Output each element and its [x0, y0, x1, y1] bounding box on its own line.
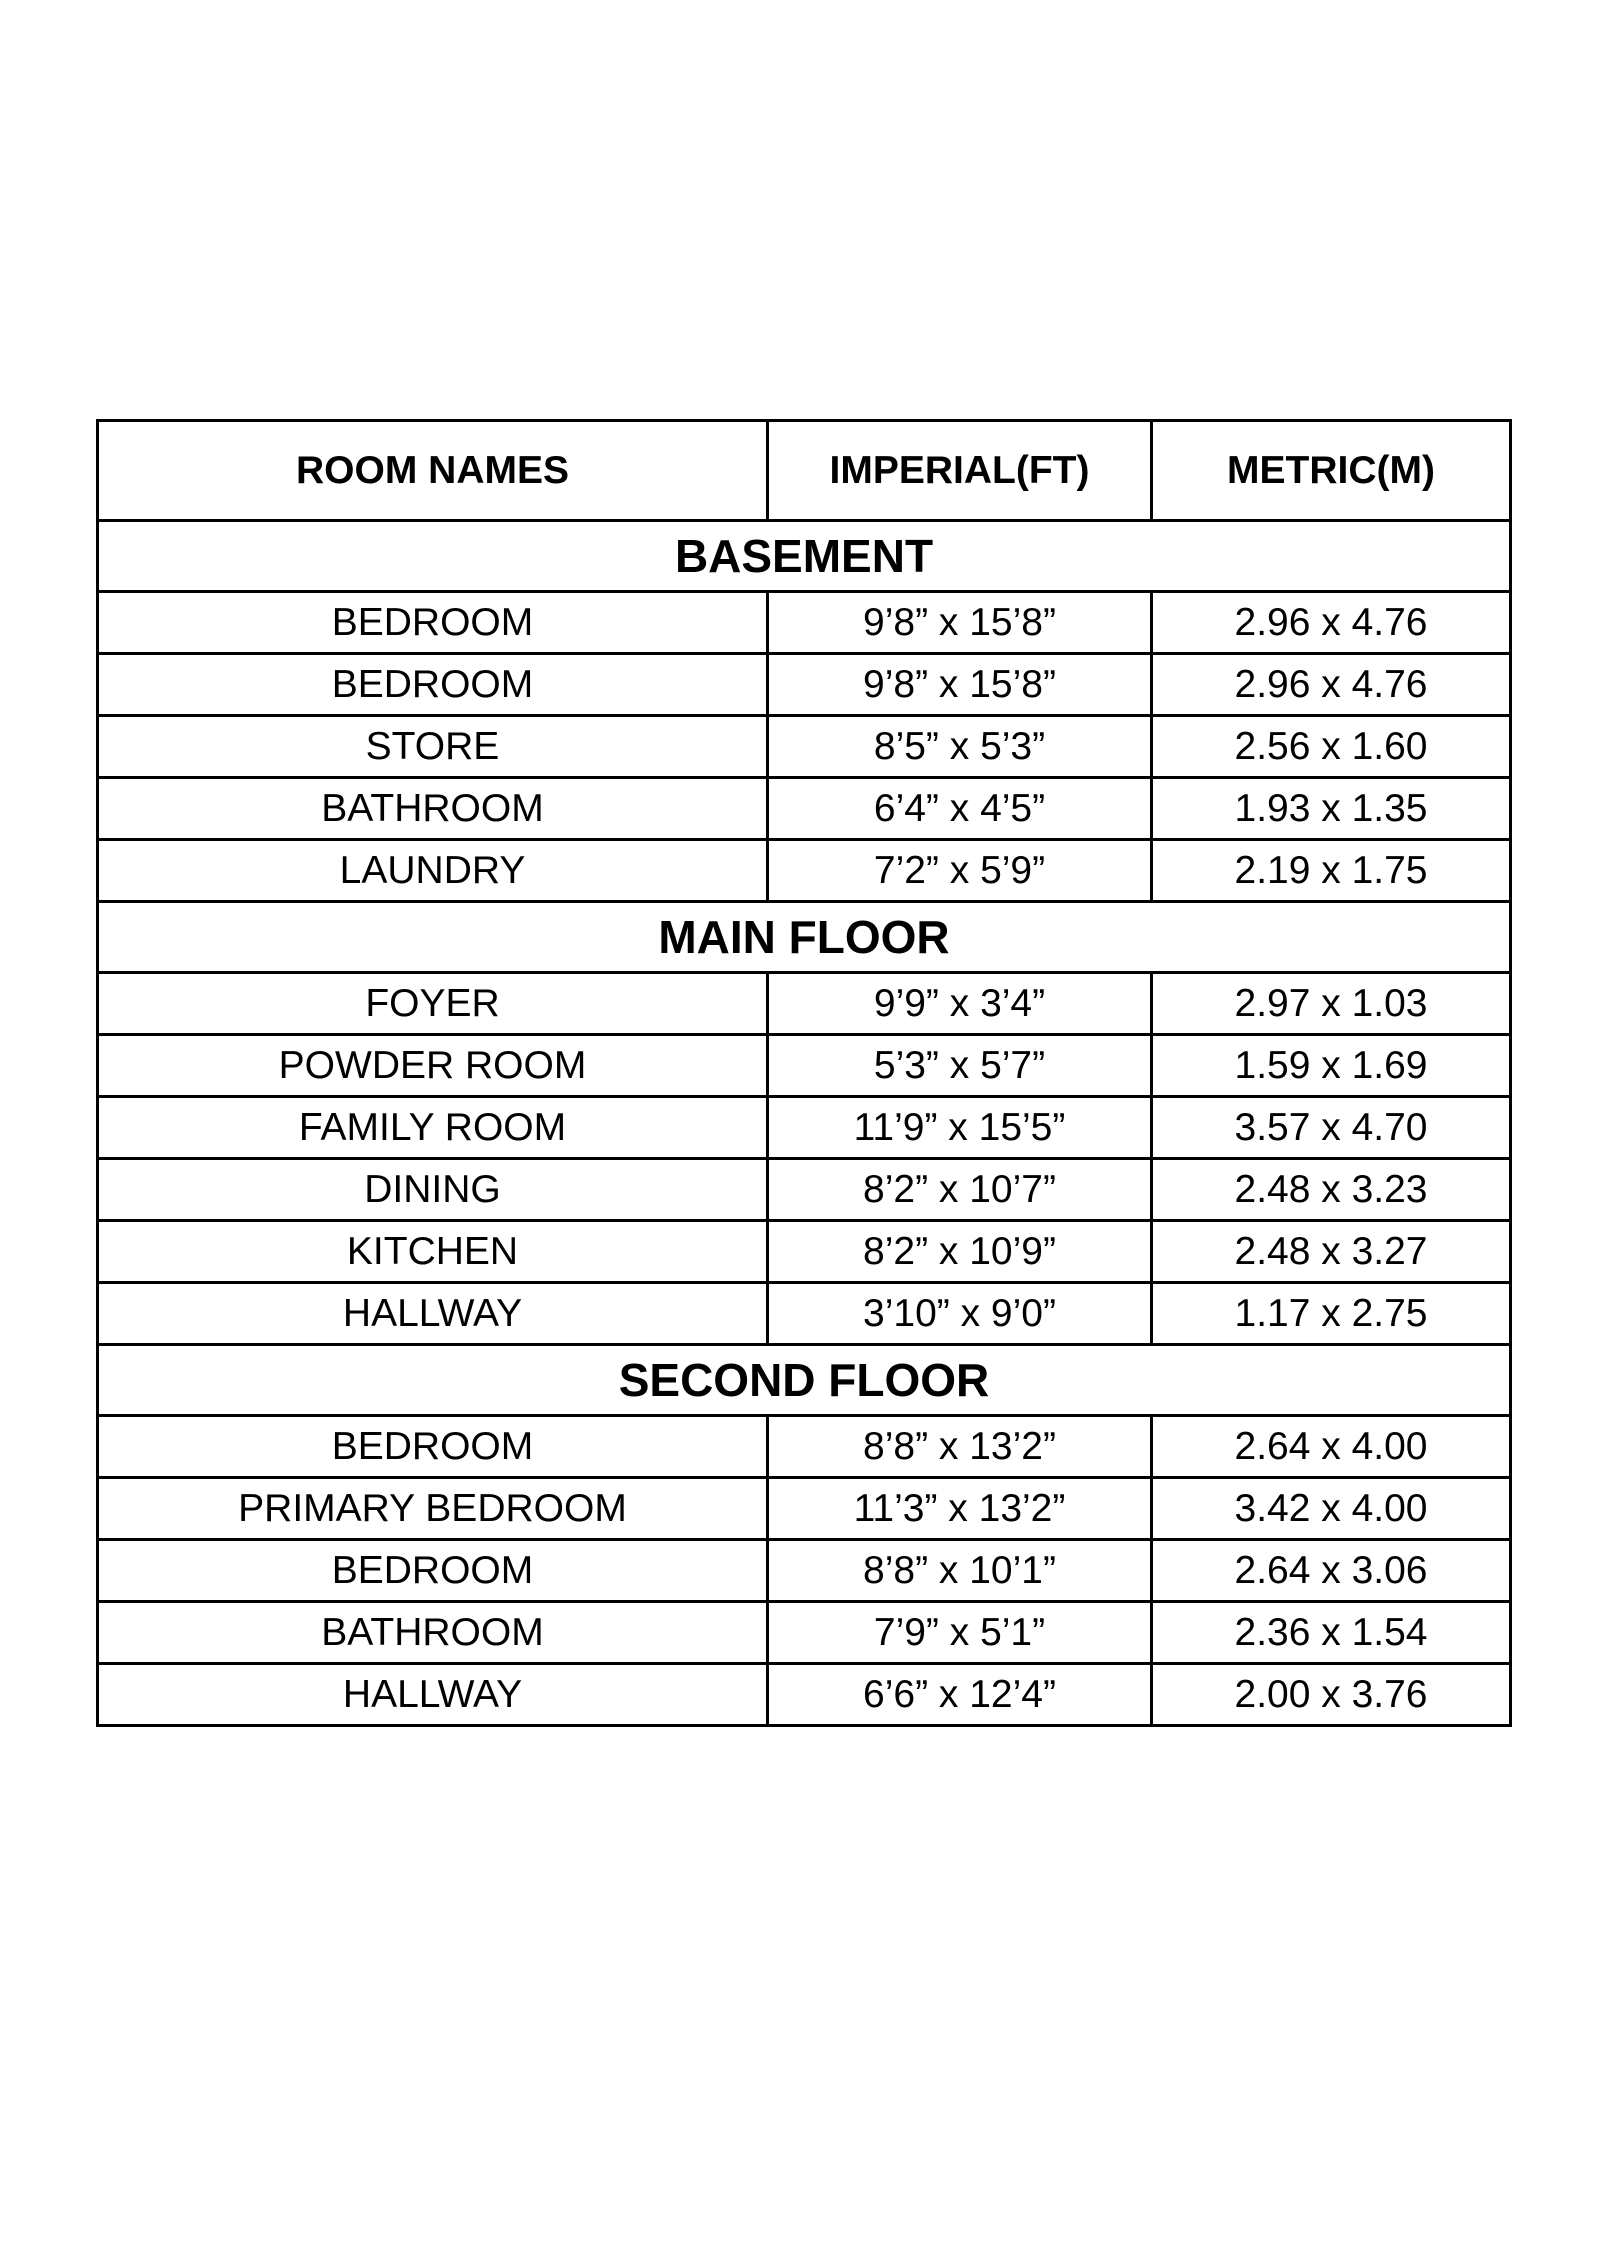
- imperial-cell: 6’6” x 12’4”: [768, 1664, 1152, 1726]
- metric-cell: 3.42 x 4.00: [1152, 1478, 1511, 1540]
- imperial-cell: 8’8” x 10’1”: [768, 1540, 1152, 1602]
- imperial-cell: 8’8” x 13’2”: [768, 1416, 1152, 1478]
- metric-cell: 1.59 x 1.69: [1152, 1035, 1511, 1097]
- imperial-cell: 9’8” x 15’8”: [768, 592, 1152, 654]
- room-schedule-sheet: [96, 419, 1509, 1727]
- room-name-cell: FOYER: [98, 973, 768, 1035]
- table-row: [98, 778, 1511, 840]
- room-name-cell: BATHROOM: [98, 778, 768, 840]
- section-title: SECOND FLOOR: [98, 1345, 1511, 1416]
- metric-cell: 2.64 x 3.06: [1152, 1540, 1511, 1602]
- metric-cell: 2.48 x 3.27: [1152, 1221, 1511, 1283]
- room-name-cell: BATHROOM: [98, 1602, 768, 1664]
- table-row: [98, 1159, 1511, 1221]
- table-row: [98, 973, 1511, 1035]
- table-row: [98, 1283, 1511, 1345]
- imperial-cell: 5’3” x 5’7”: [768, 1035, 1152, 1097]
- metric-cell: 2.96 x 4.76: [1152, 592, 1511, 654]
- metric-cell: 3.57 x 4.70: [1152, 1097, 1511, 1159]
- room-name-cell: FAMILY ROOM: [98, 1097, 768, 1159]
- table-row: [98, 1416, 1511, 1478]
- room-name-cell: PRIMARY BEDROOM: [98, 1478, 768, 1540]
- imperial-cell: 3’10” x 9’0”: [768, 1283, 1152, 1345]
- imperial-cell: 8’2” x 10’9”: [768, 1221, 1152, 1283]
- table-row: [98, 654, 1511, 716]
- table-row: [98, 716, 1511, 778]
- metric-cell: 2.56 x 1.60: [1152, 716, 1511, 778]
- imperial-cell: 11’9” x 15’5”: [768, 1097, 1152, 1159]
- room-name-cell: POWDER ROOM: [98, 1035, 768, 1097]
- imperial-cell: 8’2” x 10’7”: [768, 1159, 1152, 1221]
- room-name-cell: KITCHEN: [98, 1221, 768, 1283]
- room-name-cell: STORE: [98, 716, 768, 778]
- table-header-row: [98, 421, 1511, 521]
- room-dimensions-table: [96, 419, 1512, 1727]
- metric-cell: 2.48 x 3.23: [1152, 1159, 1511, 1221]
- table-row: [98, 1097, 1511, 1159]
- header-metric: METRIC(M): [1152, 421, 1511, 521]
- table-row: [98, 840, 1511, 902]
- room-name-cell: HALLWAY: [98, 1283, 768, 1345]
- room-name-cell: LAUNDRY: [98, 840, 768, 902]
- metric-cell: 2.96 x 4.76: [1152, 654, 1511, 716]
- table-row: [98, 1540, 1511, 1602]
- section-title: MAIN FLOOR: [98, 902, 1511, 973]
- table-body: [98, 521, 1511, 1726]
- room-name-cell: DINING: [98, 1159, 768, 1221]
- metric-cell: 1.17 x 2.75: [1152, 1283, 1511, 1345]
- metric-cell: 1.93 x 1.35: [1152, 778, 1511, 840]
- section-header-row: [98, 521, 1511, 592]
- metric-cell: 2.00 x 3.76: [1152, 1664, 1511, 1726]
- table-row: [98, 1478, 1511, 1540]
- room-name-cell: BEDROOM: [98, 592, 768, 654]
- table-row: [98, 592, 1511, 654]
- room-name-cell: BEDROOM: [98, 1540, 768, 1602]
- imperial-cell: 7’9” x 5’1”: [768, 1602, 1152, 1664]
- table-row: [98, 1035, 1511, 1097]
- imperial-cell: 9’9” x 3’4”: [768, 973, 1152, 1035]
- metric-cell: 2.36 x 1.54: [1152, 1602, 1511, 1664]
- header-imperial: IMPERIAL(FT): [768, 421, 1152, 521]
- section-title: BASEMENT: [98, 521, 1511, 592]
- room-name-cell: BEDROOM: [98, 1416, 768, 1478]
- imperial-cell: 9’8” x 15’8”: [768, 654, 1152, 716]
- room-name-cell: HALLWAY: [98, 1664, 768, 1726]
- metric-cell: 2.97 x 1.03: [1152, 973, 1511, 1035]
- table-row: [98, 1664, 1511, 1726]
- metric-cell: 2.19 x 1.75: [1152, 840, 1511, 902]
- section-header-row: [98, 1345, 1511, 1416]
- imperial-cell: 6’4” x 4’5”: [768, 778, 1152, 840]
- imperial-cell: 11’3” x 13’2”: [768, 1478, 1152, 1540]
- imperial-cell: 7’2” x 5’9”: [768, 840, 1152, 902]
- table-row: [98, 1602, 1511, 1664]
- imperial-cell: 8’5” x 5’3”: [768, 716, 1152, 778]
- section-header-row: [98, 902, 1511, 973]
- metric-cell: 2.64 x 4.00: [1152, 1416, 1511, 1478]
- room-name-cell: BEDROOM: [98, 654, 768, 716]
- table-row: [98, 1221, 1511, 1283]
- header-room-names: ROOM NAMES: [98, 421, 768, 521]
